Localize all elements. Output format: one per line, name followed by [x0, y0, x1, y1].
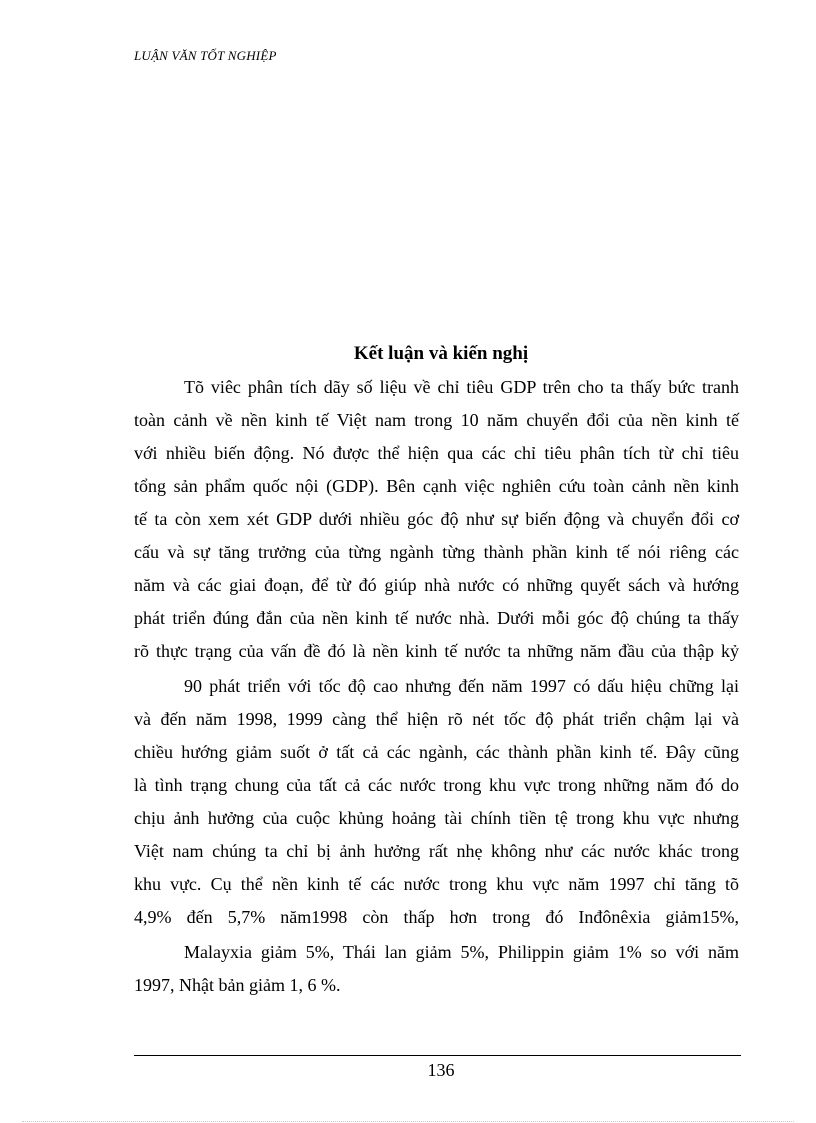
footer-divider: [134, 1055, 741, 1056]
text-line: cấu và sự tăng trưởng của từng ngành từng thành phần kinh tế nói riêng các: [134, 542, 739, 562]
running-header: LUẬN VĂN TỐT NGHIỆP: [134, 48, 277, 63]
text-line: tế ta còn xem xét GDP dưới nhiều góc độ như sự biến động và chuyển đổi cơ: [134, 509, 739, 529]
text-line: với nhiều biến động. Nó được thể hiện qua các chỉ tiêu phân tích từ chỉ tiêu: [134, 443, 739, 463]
text-line: 1997, Nhật bản giảm 1, 6 %.: [134, 975, 341, 995]
text-line: năm và các giai đoạn, để từ đó giúp nhà nước có những quyết sách và hướng: [134, 575, 739, 595]
text-line: toàn cảnh về nền kinh tế Việt nam trong 10 năm chuyển đổi của nền kinh tế: [134, 410, 739, 430]
text-line: 4,9% đến 5,7% năm1998 còn thấp hơn trong đó Inđônêxia giảm15%,: [134, 907, 739, 927]
text-line: Việt nam chúng ta chỉ bị ảnh hưởng rất nhẹ không như các nước khác trong: [134, 841, 739, 861]
page-number: 136: [427, 1060, 455, 1080]
section-title: Kết luận và kiến nghị: [353, 343, 529, 364]
text-line: chiều hướng giảm suốt ở tất cả các ngành, các thành phần kinh tế. Đây cũng: [134, 742, 739, 762]
text-line: tổng sản phẩm quốc nội (GDP). Bên cạnh việc nghiên cứu toàn cảnh nền kinh: [134, 476, 739, 496]
body-text: [134, 371, 739, 1002]
text-line: Malayxia giảm 5%, Thái lan giảm 5%, Philippin giảm 1% so với năm: [184, 942, 739, 962]
text-line: khu vực. Cụ thể nền kinh tế các nước trong khu vực năm 1997 chỉ tăng tõ: [134, 874, 739, 894]
text-line: rõ thực trạng của vấn đề đó là nền kinh tế nước ta những năm đầu của thập kỷ: [134, 641, 739, 661]
text-line: phát triển đúng đắn của nền kinh tế nước nhà. Dưới mỗi góc độ chúng ta thấy: [134, 608, 739, 628]
text-line: Tõ viêc phân tích dãy số liệu về chỉ tiêu GDP trên cho ta thấy bức tranh: [184, 377, 739, 397]
text-line: và đến năm 1998, 1999 càng thể hiện rõ nét tốc độ phát triển chậm lại và: [134, 709, 739, 729]
text-line: 90 phát triển với tốc độ cao nhưng đến năm 1997 có dấu hiệu chững lại: [184, 676, 739, 696]
page-edge-divider: [22, 1121, 794, 1122]
text-line: chịu ảnh hưởng của cuộc khủng hoảng tài chính tiền tệ trong khu vực nhưng: [134, 808, 739, 828]
text-line: là tình trạng chung của tất cả các nước trong khu vực trong những năm đó do: [134, 775, 739, 795]
